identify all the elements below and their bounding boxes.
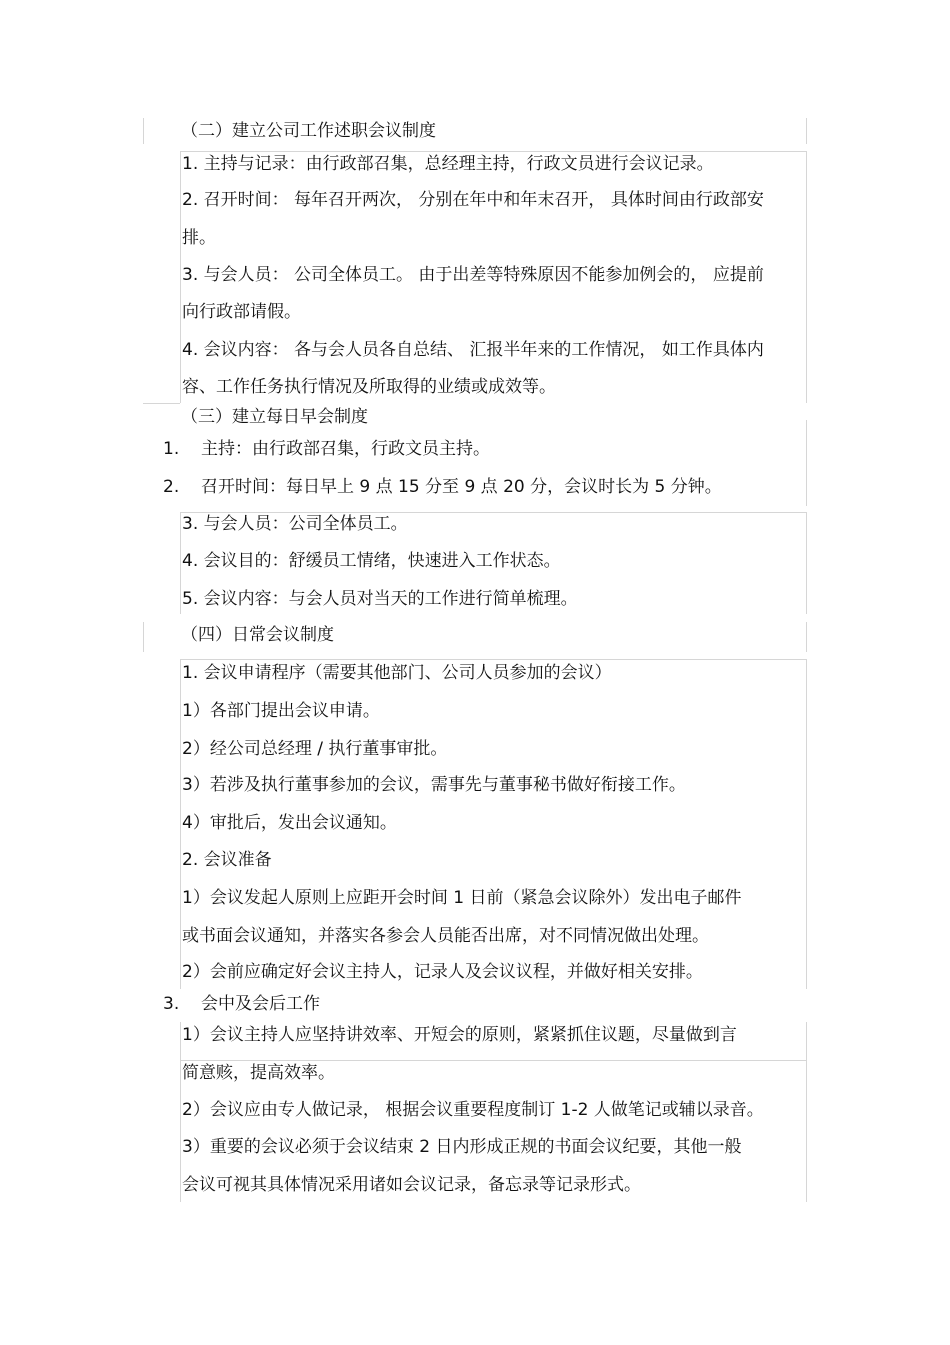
item-text: 召开时间：每日早上 9 点 15 分至 9 点 20 分，会议时长为 5 分钟。 [201,477,722,497]
table-border [806,420,807,506]
paragraph-line: 简意赅，提高效率。 [182,1063,335,1083]
table-border [806,118,807,144]
paragraph-line: 1）各部门提出会议申请。 [182,701,380,721]
paragraph-line: 1）会议发起人原则上应距开会时间 1 日前（紧急会议除外）发出电子邮件 [182,888,742,908]
table-border [143,403,180,404]
paragraph-line: 2）会议应由专人做记录， 根据会议重要程度制订 1-2 人做笔记或辅以录音。 [182,1100,764,1120]
section-heading: （三）建立每日早会制度 [181,407,368,427]
table-border [180,151,181,403]
paragraph-line: 2. 会议准备 [182,850,272,870]
paragraph-line: 4. 会议目的：舒缓员工情绪，快速进入工作状态。 [182,551,561,571]
paragraph-line: 1）会议主持人应坚持讲效率、开短会的原则，紧紧抓住议题，尽量做到言 [182,1025,737,1045]
paragraph-line: 1. 主持与记录：由行政部召集，总经理主持，行政文员进行会议记录。 [182,154,714,174]
table-border [143,118,144,144]
numbered-item [163,475,722,499]
table-border [806,659,807,989]
paragraph-line: 向行政部请假。 [182,302,301,322]
item-text: 主持：由行政部召集，行政文员主持。 [201,439,490,459]
item-number: 3. [163,994,180,1014]
item-text: 会中及会后工作 [201,994,320,1014]
table-border [143,622,144,652]
paragraph-line: 2）经公司总经理 / 执行董事审批。 [182,739,448,759]
paragraph-line: 4）审批后，发出会议通知。 [182,813,397,833]
paragraph-line: 2）会前应确定好会议主持人，记录人及会议议程，并做好相关安排。 [182,962,703,982]
table-border [180,512,181,614]
section-heading: （四）日常会议制度 [181,625,334,645]
table-border [806,622,807,652]
table-border [806,512,807,614]
paragraph-line: 3. 与会人员： 公司全体员工。 由于出差等特殊原因不能参加例会的， 应提前 [182,265,764,285]
table-border [180,659,806,660]
paragraph-line: 容、工作任务执行情况及所取得的业绩或成效等。 [182,377,556,397]
paragraph-line: 1. 会议申请程序（需要其他部门、公司人员参加的会议） [182,663,612,683]
paragraph-line: 2. 召开时间： 每年召开两次， 分别在年中和年末召开， 具体时间由行政部安 [182,190,764,210]
paragraph-line: 或书面会议通知，并落实各参会人员能否出席，对不同情况做出处理。 [182,926,709,946]
table-border [806,1022,807,1202]
paragraph-line: 5. 会议内容：与会人员对当天的工作进行简单梳理。 [182,589,578,609]
paragraph-line: 3. 与会人员：公司全体员工。 [182,514,408,534]
paragraph-line: 会议可视其具体情况采用诸如会议记录，备忘录等记录形式。 [182,1175,641,1195]
table-border [806,151,807,403]
paragraph-line: 排。 [182,228,216,248]
table-border [180,1022,181,1202]
paragraph-line: 3）若涉及执行董事参加的会议，需事先与董事秘书做好衔接工作。 [182,775,686,795]
numbered-item [163,992,320,1016]
paragraph-line: 3）重要的会议必须于会议结束 2 日内形成正规的书面会议纪要，其他一般 [182,1137,742,1157]
paragraph-line: 4. 会议内容： 各与会人员各自总结、 汇报半年来的工作情况， 如工作具体内 [182,340,764,360]
item-number: 1. [163,439,180,459]
item-number: 2. [163,477,180,497]
section-heading: （二）建立公司工作述职会议制度 [181,121,436,141]
table-border [180,659,181,989]
numbered-item [163,437,490,461]
